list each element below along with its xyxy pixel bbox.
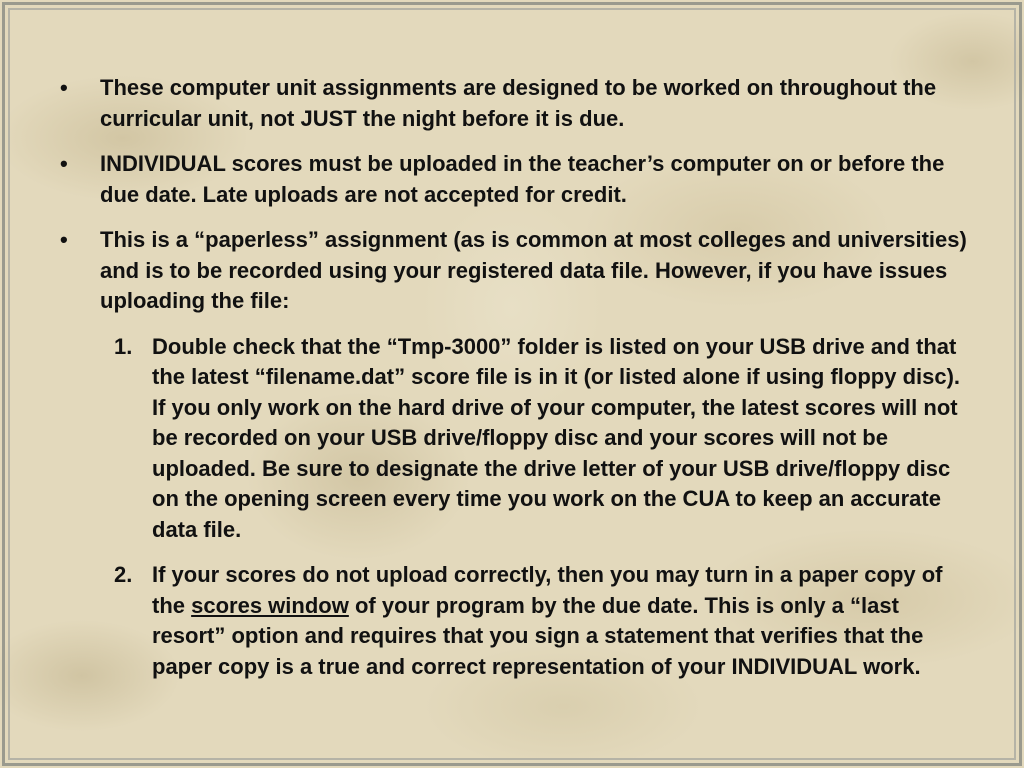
numbered-steps — [60, 332, 970, 683]
bullet-list — [60, 73, 970, 317]
scores-window-term: scores window — [191, 592, 349, 618]
step-text-after: of your program by the due date. This is only a “last resort” option and requires that you sign a statement that verifies that the paper copy is a true and correct representation of your INDIVIDUAL work. — [152, 592, 924, 679]
step-number: 1. — [114, 333, 133, 359]
step-number: 2. — [114, 562, 133, 587]
bullet-text: INDIVIDUAL scores must be uploaded in the teacher’s computer on or before the due date. Late uploads are not accepted for credit. — [100, 151, 945, 207]
step-text: Double check that the “Tmp-3000” folder is listed on your USB drive and that the latest “filename.dat” score file is in it (or listed alone if using floppy disc). If you only work on the hard drive of your computer, the latest scores will not be recorded on your USB drive/floppy disc and your scores will not be uploaded. Be sure to designate the drive letter of your USB drive/floppy disc on the opening screen every time you work on the CUA to keep an accurate data file. — [152, 333, 961, 542]
bullet-marker: • — [60, 151, 68, 176]
step-item-paper-copy — [60, 560, 970, 682]
step-item-check-folder — [60, 332, 970, 546]
slide-content — [60, 73, 970, 697]
bullet-text: These computer unit assignments are designed to be worked on throughout the curricular unit, not JUST the night before it is due. — [100, 75, 937, 131]
step-text-before: If your scores do not upload correctly, then you may turn in a paper copy of the — [152, 562, 943, 618]
bullet-item-schedule — [60, 73, 970, 134]
bullet-item-upload-deadline — [60, 149, 970, 210]
bullet-marker: • — [60, 227, 68, 252]
bullet-marker: • — [60, 75, 68, 100]
bullet-item-paperless — [60, 225, 970, 317]
bullet-text: This is a “paperless” assignment (as is common at most colleges and universities) and is to be recorded using your registered data file. However, if you have issues uploading the file: — [100, 227, 967, 313]
